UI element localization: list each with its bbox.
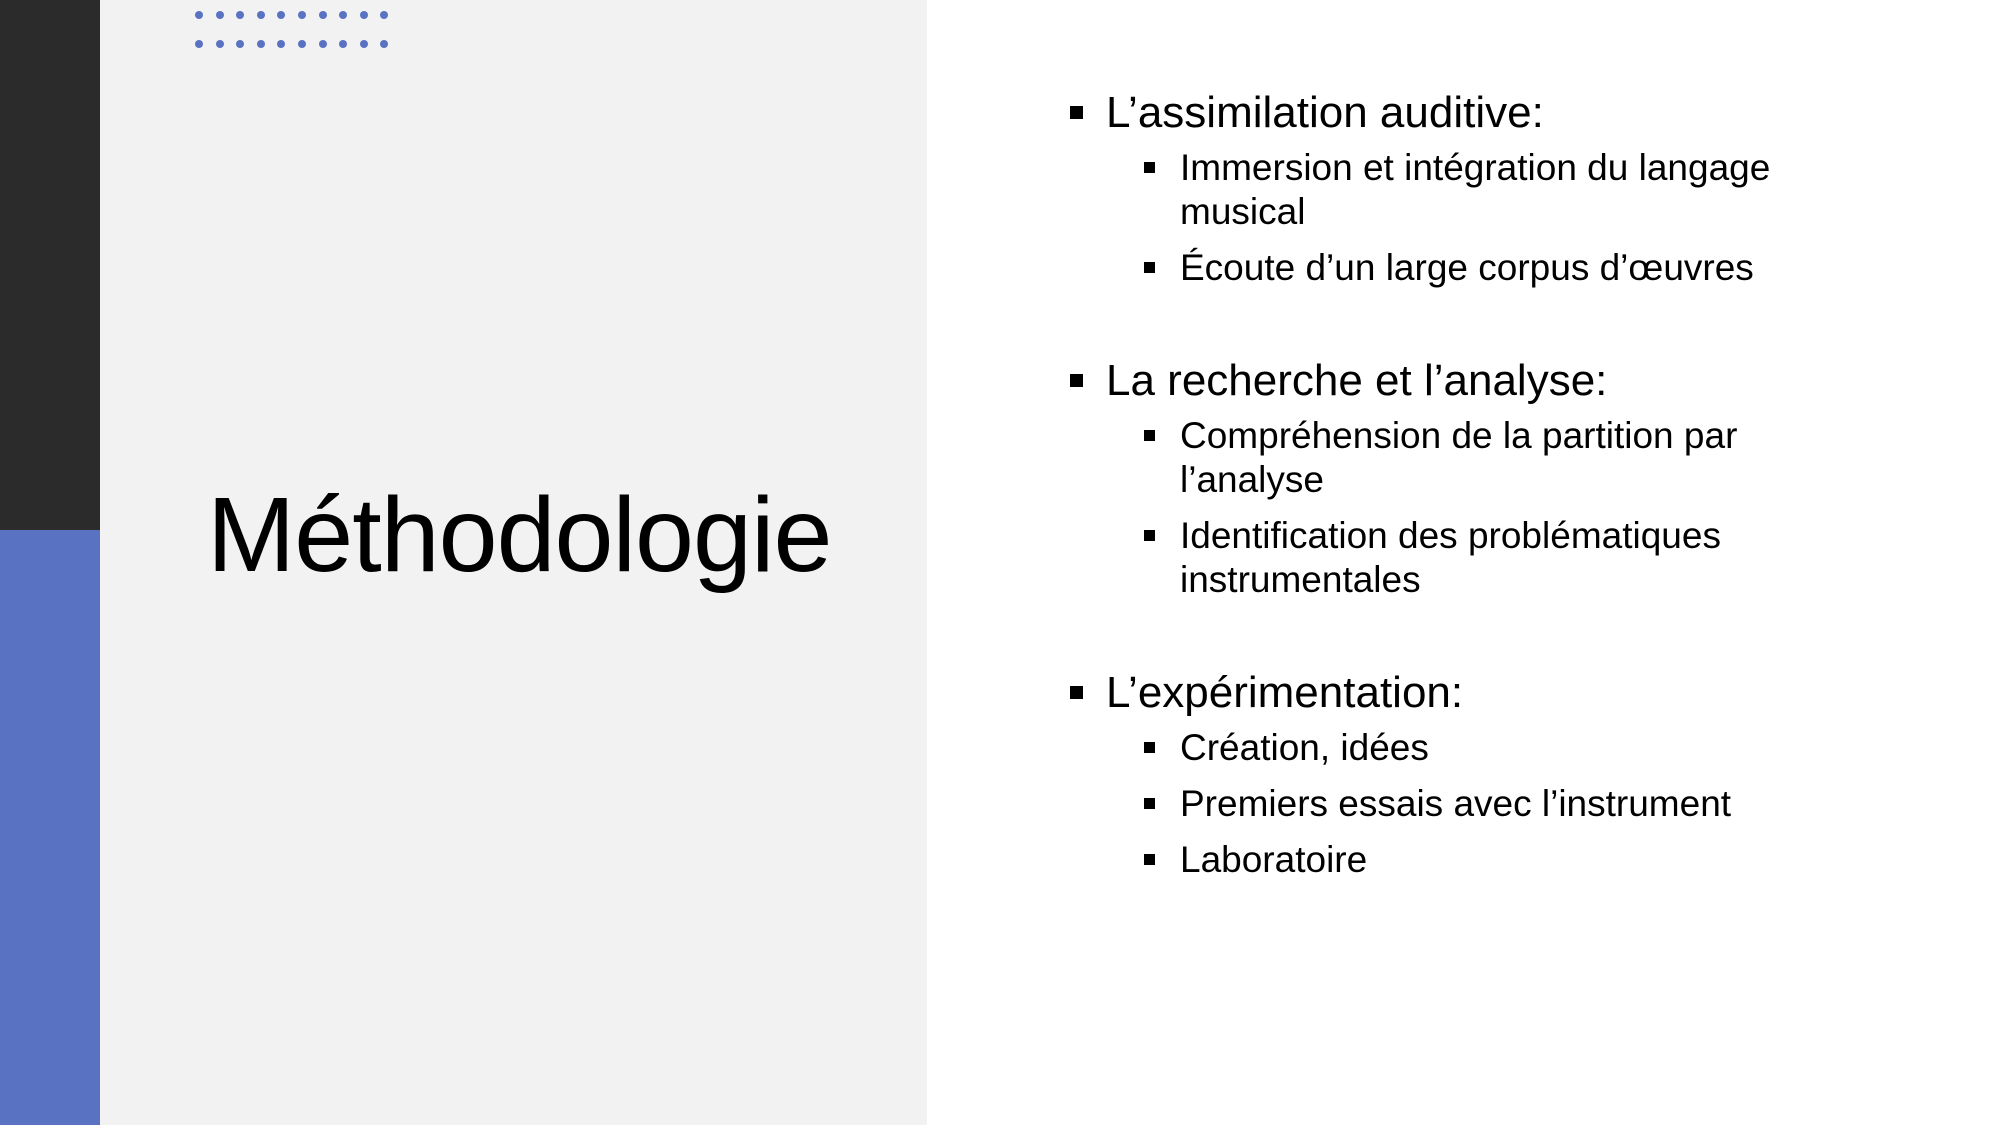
section-assimilation — [1070, 84, 1950, 290]
list-item: Premiers essais avec l’instrument — [1180, 782, 1820, 826]
section-recherche — [1070, 352, 1950, 602]
slide-title: Méthodologie — [207, 476, 832, 594]
dark-accent-bar — [0, 0, 100, 530]
list-item: Laboratoire — [1180, 838, 1820, 882]
section-heading: L’assimilation auditive: — [1070, 84, 1950, 142]
bullet-content — [1070, 84, 1950, 944]
sub-list — [1180, 414, 1950, 602]
list-item: Compréhension de la partition par l’analyse — [1180, 414, 1820, 502]
dot-pattern-decoration — [195, 11, 388, 48]
list-item: Identification des problématiques instrumentales — [1180, 514, 1820, 602]
list-item: Écoute d’un large corpus d’œuvres — [1180, 246, 1820, 290]
section-experimentation — [1070, 664, 1950, 882]
list-item: Immersion et intégration du langage musical — [1180, 146, 1820, 234]
sub-list — [1180, 726, 1950, 882]
blue-accent-bar — [0, 530, 100, 1125]
list-item: Création, idées — [1180, 726, 1820, 770]
section-heading: L’expérimentation: — [1070, 664, 1950, 722]
section-heading: La recherche et l’analyse: — [1070, 352, 1950, 410]
sub-list — [1180, 146, 1950, 290]
